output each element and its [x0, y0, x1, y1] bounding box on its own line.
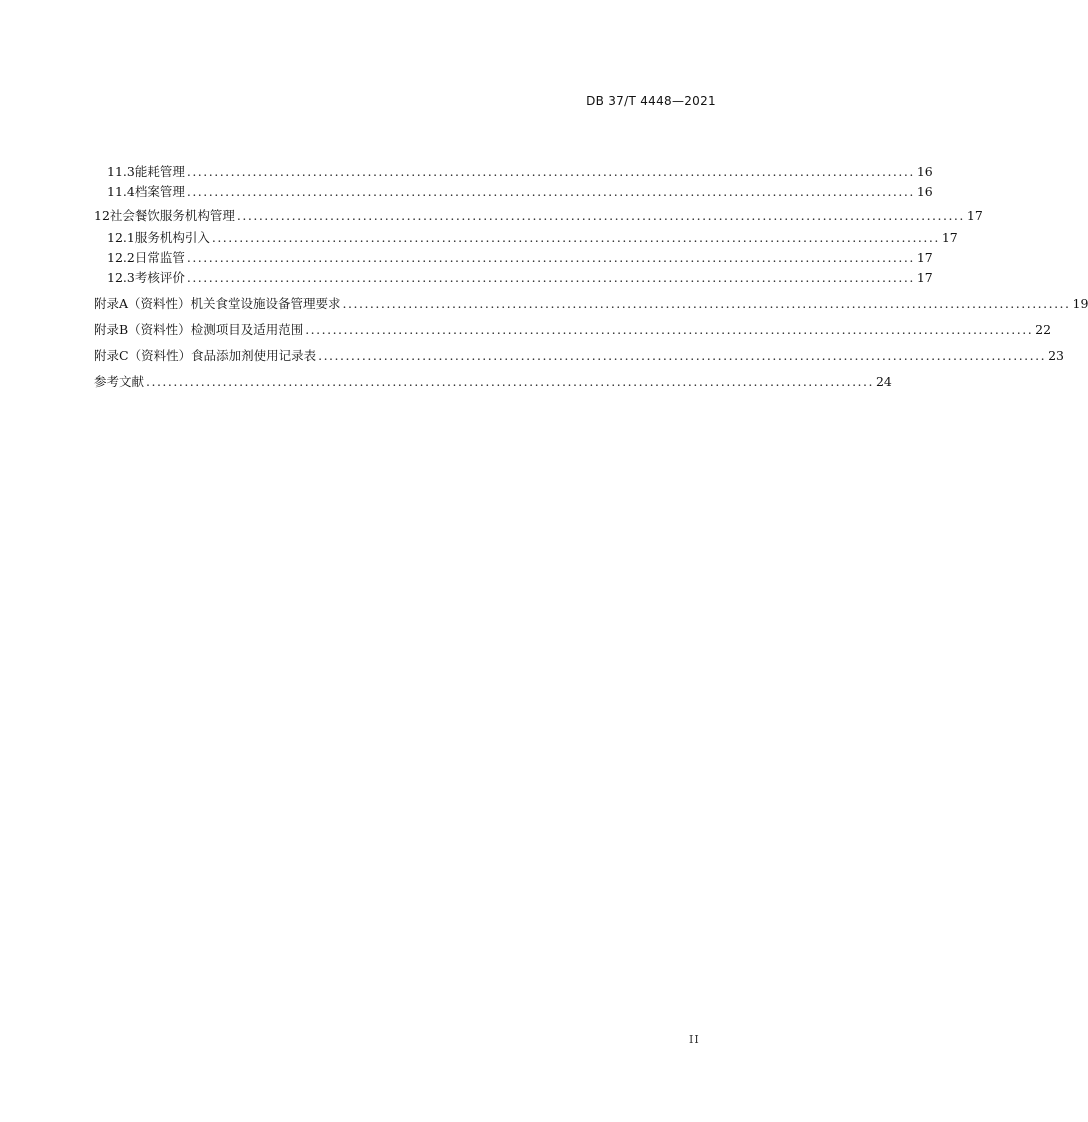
toc-entry-number: 12.2: [107, 250, 135, 265]
toc-entry-11-4[interactable]: [94, 184, 933, 200]
toc-entry-page: 19: [1072, 296, 1088, 311]
toc-entry-page: 16: [916, 164, 933, 179]
toc-entry-appendix-b[interactable]: [94, 322, 1052, 338]
toc-entry-title: 服务机构引入: [134, 230, 210, 245]
toc-entry-title: 能耗管理: [134, 164, 185, 179]
toc-entry-page: 16: [916, 184, 933, 199]
toc-entry-page: 17: [916, 270, 933, 285]
toc-entry-page: 17: [916, 250, 933, 265]
toc-entry-title: 社会餐饮服务机构管理: [109, 208, 235, 223]
toc-dot-leader: .....................................................................................................................................: [186, 250, 915, 265]
toc-entry-number: 11.4: [107, 184, 135, 199]
toc-dot-leader: .....................................................................................................................................: [236, 208, 965, 223]
toc-entry-page: 17: [966, 208, 983, 223]
toc-entry-12[interactable]: [94, 208, 983, 224]
toc-entry-number: 11.3: [107, 164, 135, 179]
toc-dot-leader: .....................................................................................................................................: [342, 296, 1071, 311]
toc-entry-number: 12.1: [107, 230, 135, 245]
toc-entry-appendix-c[interactable]: [94, 348, 1064, 364]
toc-dot-leader: .....................................................................................................................................: [186, 164, 915, 179]
toc-dot-leader: .....................................................................................................................................: [186, 270, 915, 285]
toc-entry-page: 17: [941, 230, 958, 245]
toc-entry-12-3[interactable]: [94, 270, 933, 286]
toc-entry-12-2[interactable]: [94, 250, 933, 266]
toc-entry-title: 机关食堂设施设备管理要求: [190, 296, 341, 311]
toc-entry-number: 参考文献: [94, 374, 145, 389]
toc-dot-leader: .....................................................................................................................................: [318, 348, 1047, 363]
page-number-footer: II: [689, 1033, 700, 1046]
toc-dot-leader: .....................................................................................................................................: [305, 322, 1034, 337]
toc-entry-page: 24: [875, 374, 892, 389]
toc-dot-leader: .....................................................................................................................................: [146, 374, 874, 389]
toc-entry-title: 日常监管: [134, 250, 185, 265]
toc-entry-11-3[interactable]: [94, 164, 933, 180]
toc-entry-number: 12.3: [107, 270, 135, 285]
document-code-header: DB 37/T 4448—2021: [586, 94, 716, 108]
toc-entry-title: 食品添加剂使用记录表: [191, 348, 317, 363]
toc-entry-title: 考核评价: [134, 270, 185, 285]
toc-entry-number: 附录C（资料性）: [94, 348, 192, 363]
toc-dot-leader: .....................................................................................................................................: [186, 184, 915, 199]
toc-entry-appendix-a[interactable]: [94, 296, 1088, 312]
toc-entry-number: 附录B（资料性）: [94, 322, 191, 337]
toc-entry-12-1[interactable]: [94, 230, 958, 246]
toc-entry-references[interactable]: [94, 374, 892, 390]
toc-entry-title: 检测项目及适用范围: [190, 322, 304, 337]
toc-entry-page: 22: [1035, 322, 1052, 337]
toc-entry-number: 附录A（资料性）: [94, 296, 191, 311]
toc-dot-leader: .....................................................................................................................................: [211, 230, 940, 245]
toc-entry-number: 12: [94, 208, 110, 223]
toc-entry-title: 档案管理: [134, 184, 185, 199]
toc-entry-page: 23: [1048, 348, 1064, 363]
